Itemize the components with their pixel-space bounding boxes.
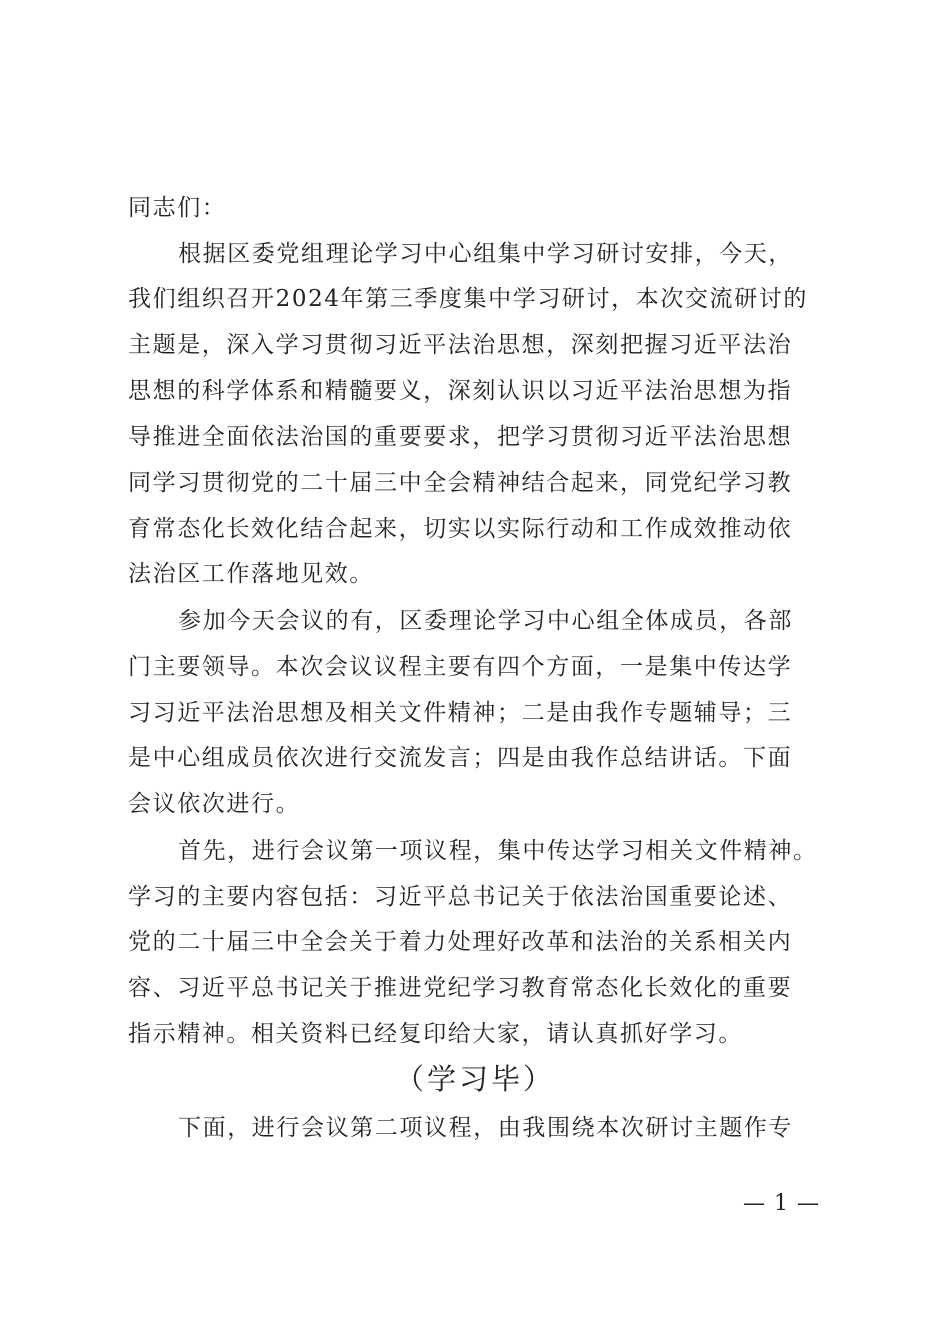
paragraph-line: 主题是，深入学习贯彻习近平法治思想，深刻把握习近平法治: [128, 332, 793, 358]
paragraph-line: 是中心组成员依次进行交流发言；四是由我作总结讲话。下面: [128, 745, 793, 771]
paragraph-line: 思想的科学体系和精髓要义，深刻认识以习近平法治思想为指: [128, 378, 793, 404]
paragraph-line: 首先，进行会议第一项议程，集中传达学习相关文件精神。: [178, 838, 818, 864]
paragraph-line: 下面，进行会议第二项议程，由我围绕本次研讨主题作专: [178, 1115, 793, 1141]
paragraph-line: 容、习近平总书记关于推进党纪学习教育常态化长效化的重要: [128, 975, 793, 1001]
paragraph-line: 法治区工作落地见效。: [128, 561, 374, 587]
interlude-note: （学习毕）: [394, 1062, 555, 1096]
paragraph-line: 根据区委党组理论学习中心组集中学习研讨安排，今天，: [178, 241, 793, 267]
paragraph-line: 学习的主要内容包括：习近平总书记关于依法治国重要论述、: [128, 884, 793, 910]
paragraph-line: 我们组织召开2024年第三季度集中学习研讨，本次交流研讨的: [128, 286, 808, 312]
paragraph-line: 同学习贯彻党的二十届三中全会精神结合起来，同党纪学习教: [128, 470, 793, 496]
paragraph-line: 党的二十届三中全会关于着力处理好改革和法治的关系相关内: [128, 929, 793, 955]
page-number: — 1 —: [743, 1191, 820, 1216]
paragraph-line: 指示精神。相关资料已经复印给大家，请认真抓好学习。: [128, 1021, 743, 1047]
paragraph-line: 习习近平法治思想及相关文件精神；二是由我作专题辅导；三: [128, 700, 793, 726]
paragraph-line: 导推进全面依法治国的重要要求，把学习贯彻习近平法治思想: [128, 424, 793, 450]
paragraph-line: 育常态化长效化结合起来，切实以实际行动和工作成效推动依: [128, 516, 793, 542]
paragraph-line: 门主要领导。本次会议议程主要有四个方面，一是集中传达学: [128, 654, 793, 680]
paragraph-line: 参加今天会议的有，区委理论学习中心组全体成员，各部: [178, 608, 793, 634]
paragraph-line: 会议依次进行。: [128, 791, 301, 817]
salutation: 同志们：: [128, 195, 227, 221]
